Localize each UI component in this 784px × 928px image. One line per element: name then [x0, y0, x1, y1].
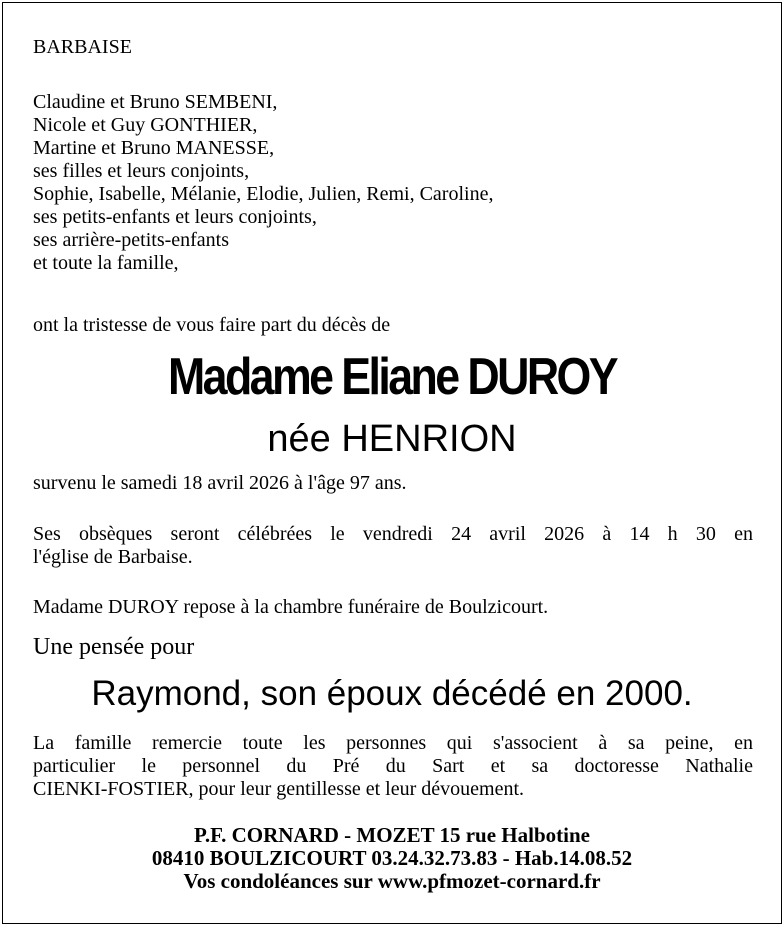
funeral-home: [3, 824, 781, 893]
funeral-info: [33, 523, 753, 569]
family-line: ses filles et leurs conjoints,: [33, 160, 250, 182]
thought-person: Raymond, son époux décédé en 2000.: [91, 674, 693, 713]
thanks-line: La famille remercie toute les personnes qui s'associent à sa peine, en: [33, 732, 753, 754]
intro: [33, 314, 753, 337]
thought-intro: Une pensée pour: [33, 634, 195, 660]
death-info: [33, 472, 753, 495]
funeral-line: l'église de Barbaise.: [33, 546, 193, 568]
funeral-home-website: Vos condoléances sur www.pfmozet-cornard.fr: [183, 869, 601, 893]
thanks-line: particulier le personnel du Pré du Sart et sa doctoresse Nathalie: [33, 755, 753, 777]
family-line: Claudine et Bruno SEMBENI,: [33, 91, 278, 113]
family-line: Martine et Bruno MANESSE,: [33, 137, 275, 159]
family-list: [33, 91, 753, 275]
maiden-name: née HENRION: [267, 418, 517, 460]
family-line: ses petits-enfants et leurs conjoints,: [33, 206, 317, 228]
family-line: Nicole et Guy GONTHIER,: [33, 114, 258, 136]
funeral-home-address: P.F. CORNARD - MOZET 15 rue Halbotine: [194, 823, 590, 847]
location: [33, 36, 753, 59]
deceased-name: Madame Eliane DUROY: [167, 348, 617, 406]
thanks-line: CIENKI-FOSTIER, pour leur gentillesse et leur dévouement.: [33, 778, 524, 800]
location-text: BARBAISE: [33, 36, 132, 58]
family-line: et toute la famille,: [33, 252, 179, 274]
funeral-home-phone: 08410 BOULZICOURT 03.24.32.73.83 - Hab.14.08.52: [151, 846, 633, 870]
family-line: Sophie, Isabelle, Mélanie, Elodie, Julien, Remi, Caroline,: [33, 183, 494, 205]
rest-place-text: Madame DUROY repose à la chambre funéraire de Boulzicourt.: [33, 596, 549, 618]
funeral-line: Ses obsèques seront célébrées le vendredi 24 avril 2026 à 14 h 30 en: [33, 523, 753, 545]
intro-text: ont la tristesse de vous faire part du décès de: [33, 314, 391, 336]
obituary-notice: [2, 2, 782, 924]
death-info-text: survenu le samedi 18 avril 2026 à l'âge 97 ans.: [33, 472, 407, 494]
family-line: ses arrière-petits-enfants: [33, 229, 230, 251]
thanks: [33, 732, 753, 801]
rest-place: [33, 596, 753, 619]
